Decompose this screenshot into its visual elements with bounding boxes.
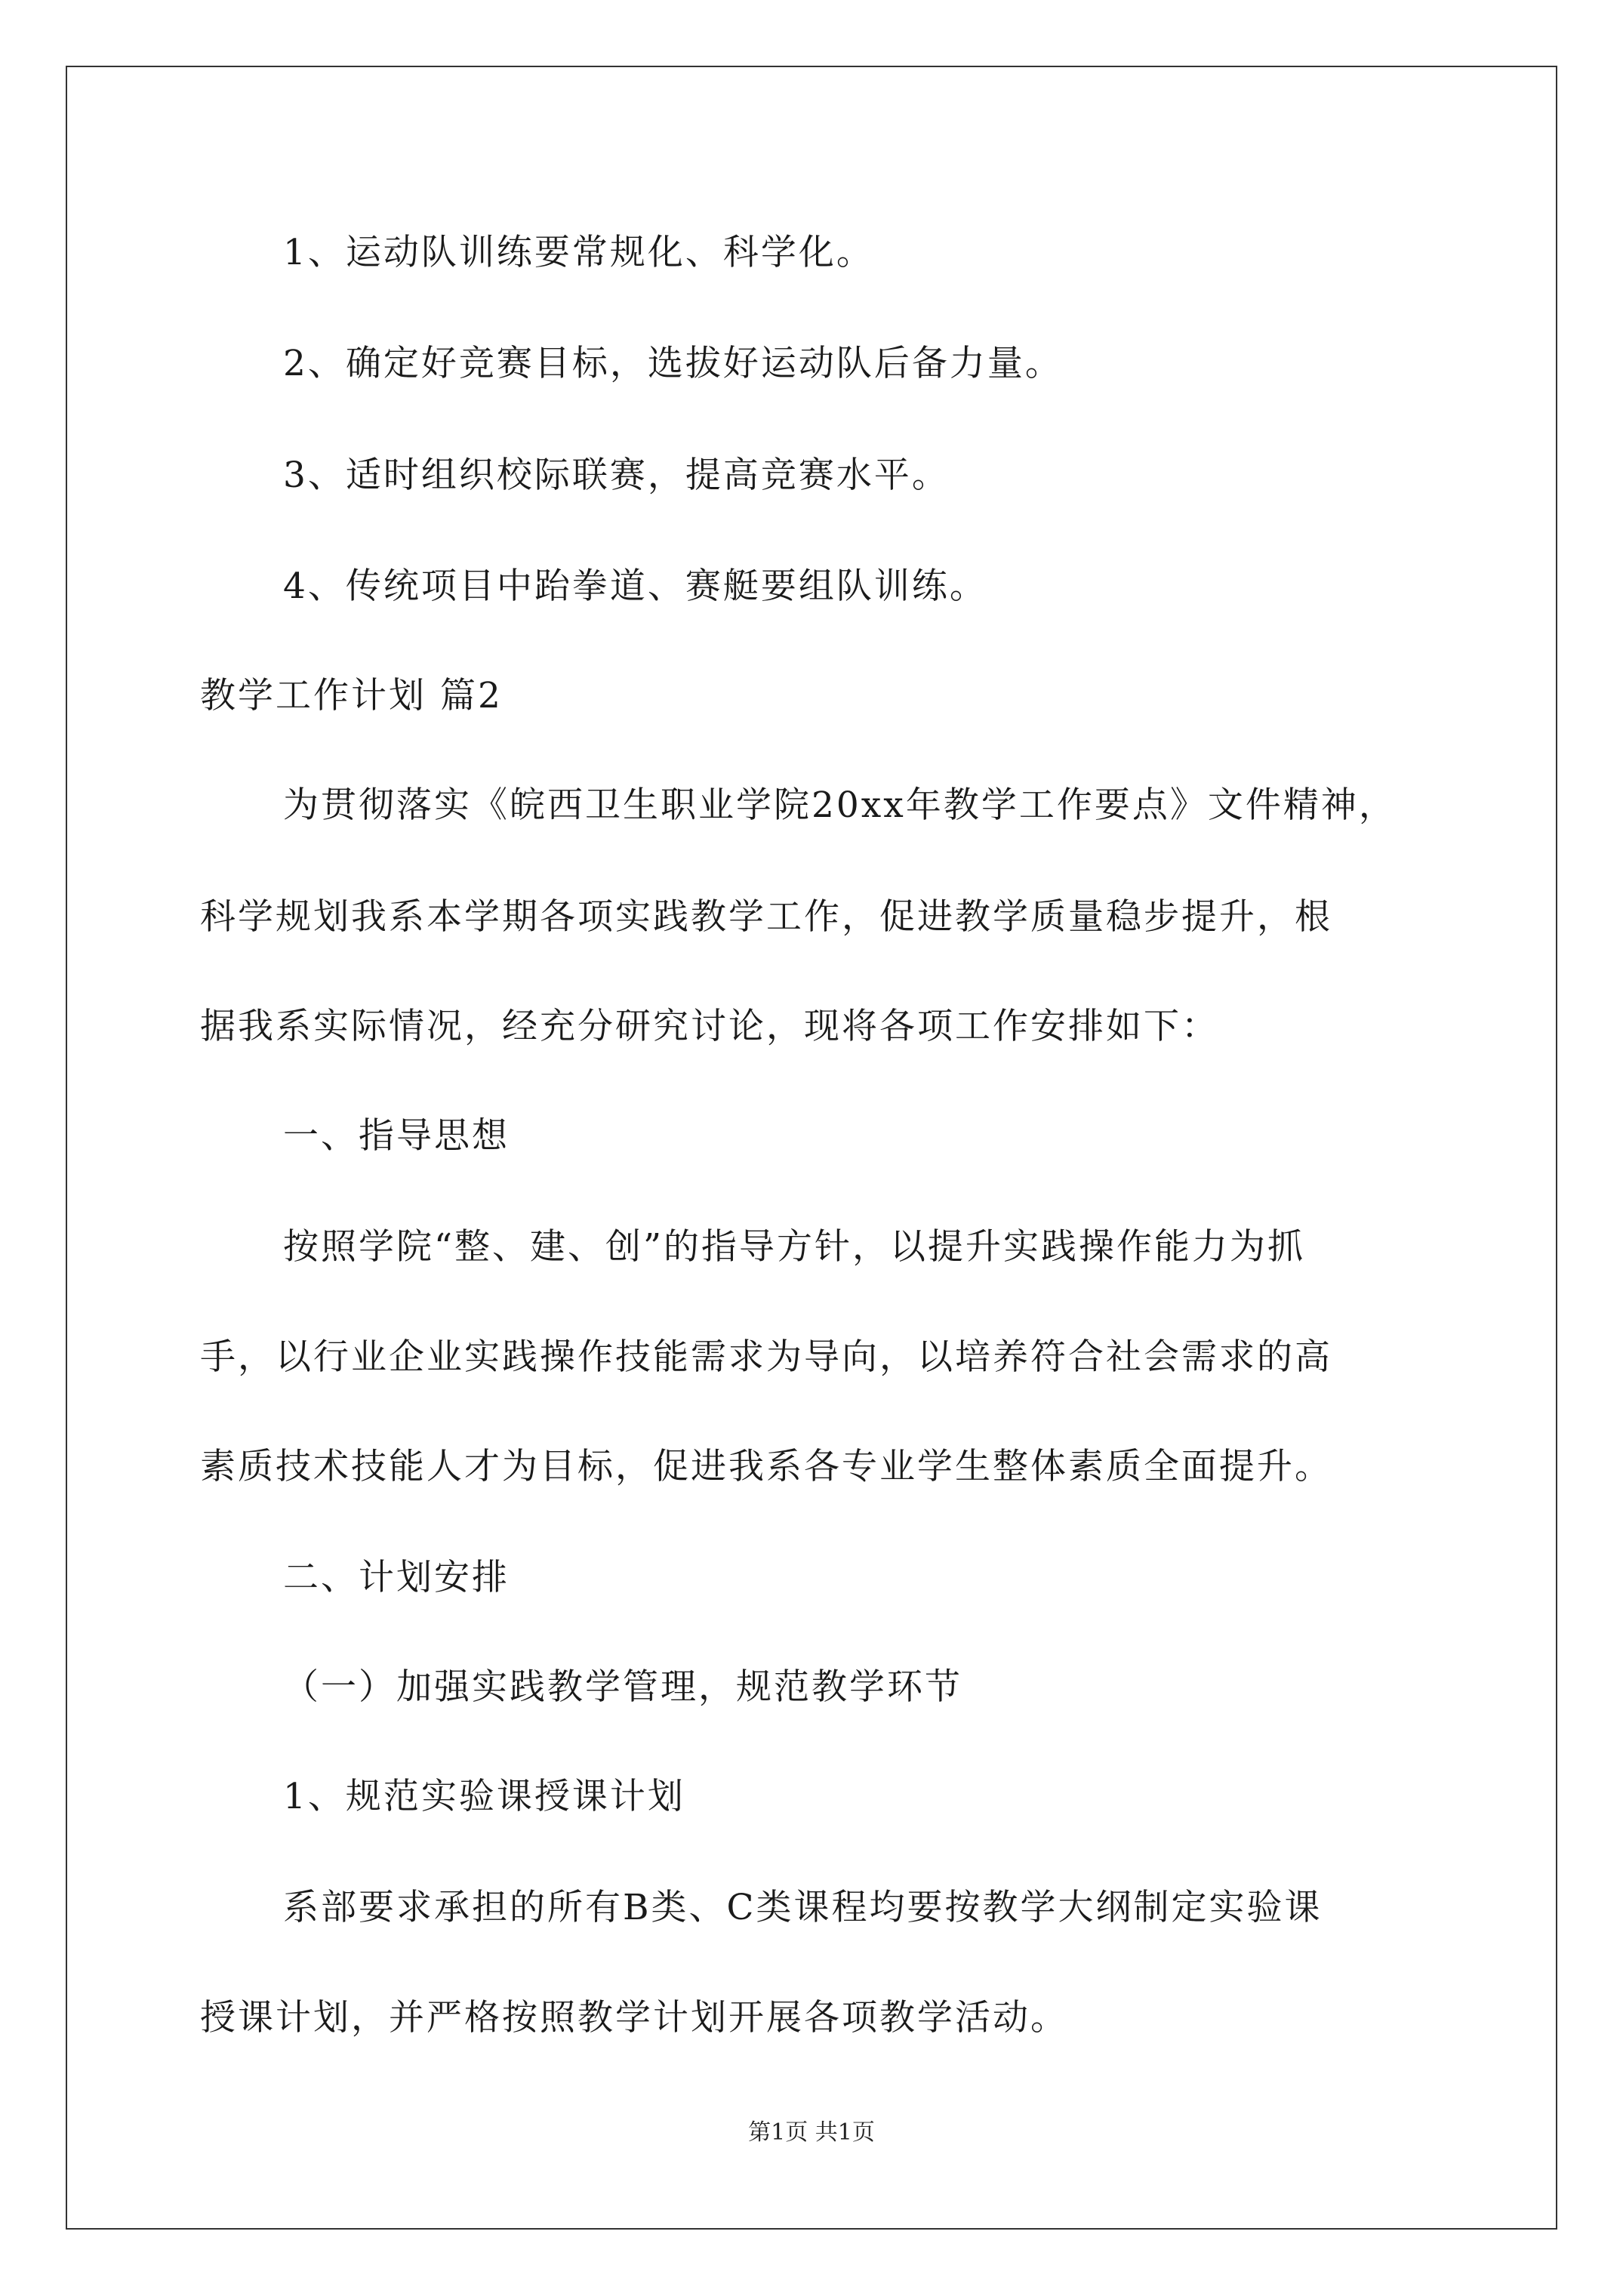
item1-line-1: 系部要求承担的所有B类、C类课程均要按教学大纲制定实验课 [283, 1887, 1323, 1928]
section1-line-2: 手，以行业企业实践操作技能需求为导向，以培养符合社会需求的高 [200, 1336, 1332, 1378]
item1-line-2: 授课计划，并严格按照教学计划开展各项教学活动。 [200, 1997, 1068, 2039]
list-item-4: 4、传统项目中跆拳道、赛艇要组队训练。 [283, 566, 987, 607]
intro-line-1: 为贯彻落实《皖西卫生职业学院20xx年教学工作要点》文件精神， [283, 784, 1397, 826]
list-item-3: 3、适时组织校际联赛，提高竞赛水平。 [283, 455, 950, 496]
section1-title: 一、指导思想 [283, 1115, 510, 1157]
item1-title: 1、规范实验课授课计划 [283, 1776, 685, 1817]
section-heading: 教学工作计划 篇2 [200, 675, 503, 717]
list-item-2: 2、确定好竞赛目标，选拔好运动队后备力量。 [283, 343, 1063, 384]
list-item-1: 1、运动队训练要常规化、科学化。 [283, 232, 874, 273]
intro-line-2: 科学规划我系本学期各项实践教学工作，促进教学质量稳步提升，根 [200, 896, 1332, 938]
intro-line-3: 据我系实际情况，经充分研究讨论，现将各项工作安排如下： [200, 1006, 1219, 1047]
section1-line-3: 素质技术技能人才为目标，促进我系各专业学生整体素质全面提升。 [200, 1446, 1332, 1487]
page-number-footer: 第1页 共1页 [748, 2119, 875, 2146]
section1-line-1: 按照学院“整、建、创”的指导方针，以提升实践操作能力为抓 [283, 1226, 1306, 1268]
subsection-title: （一）加强实践教学管理，规范教学环节 [283, 1666, 962, 1708]
section2-title: 二、计划安排 [283, 1557, 510, 1598]
